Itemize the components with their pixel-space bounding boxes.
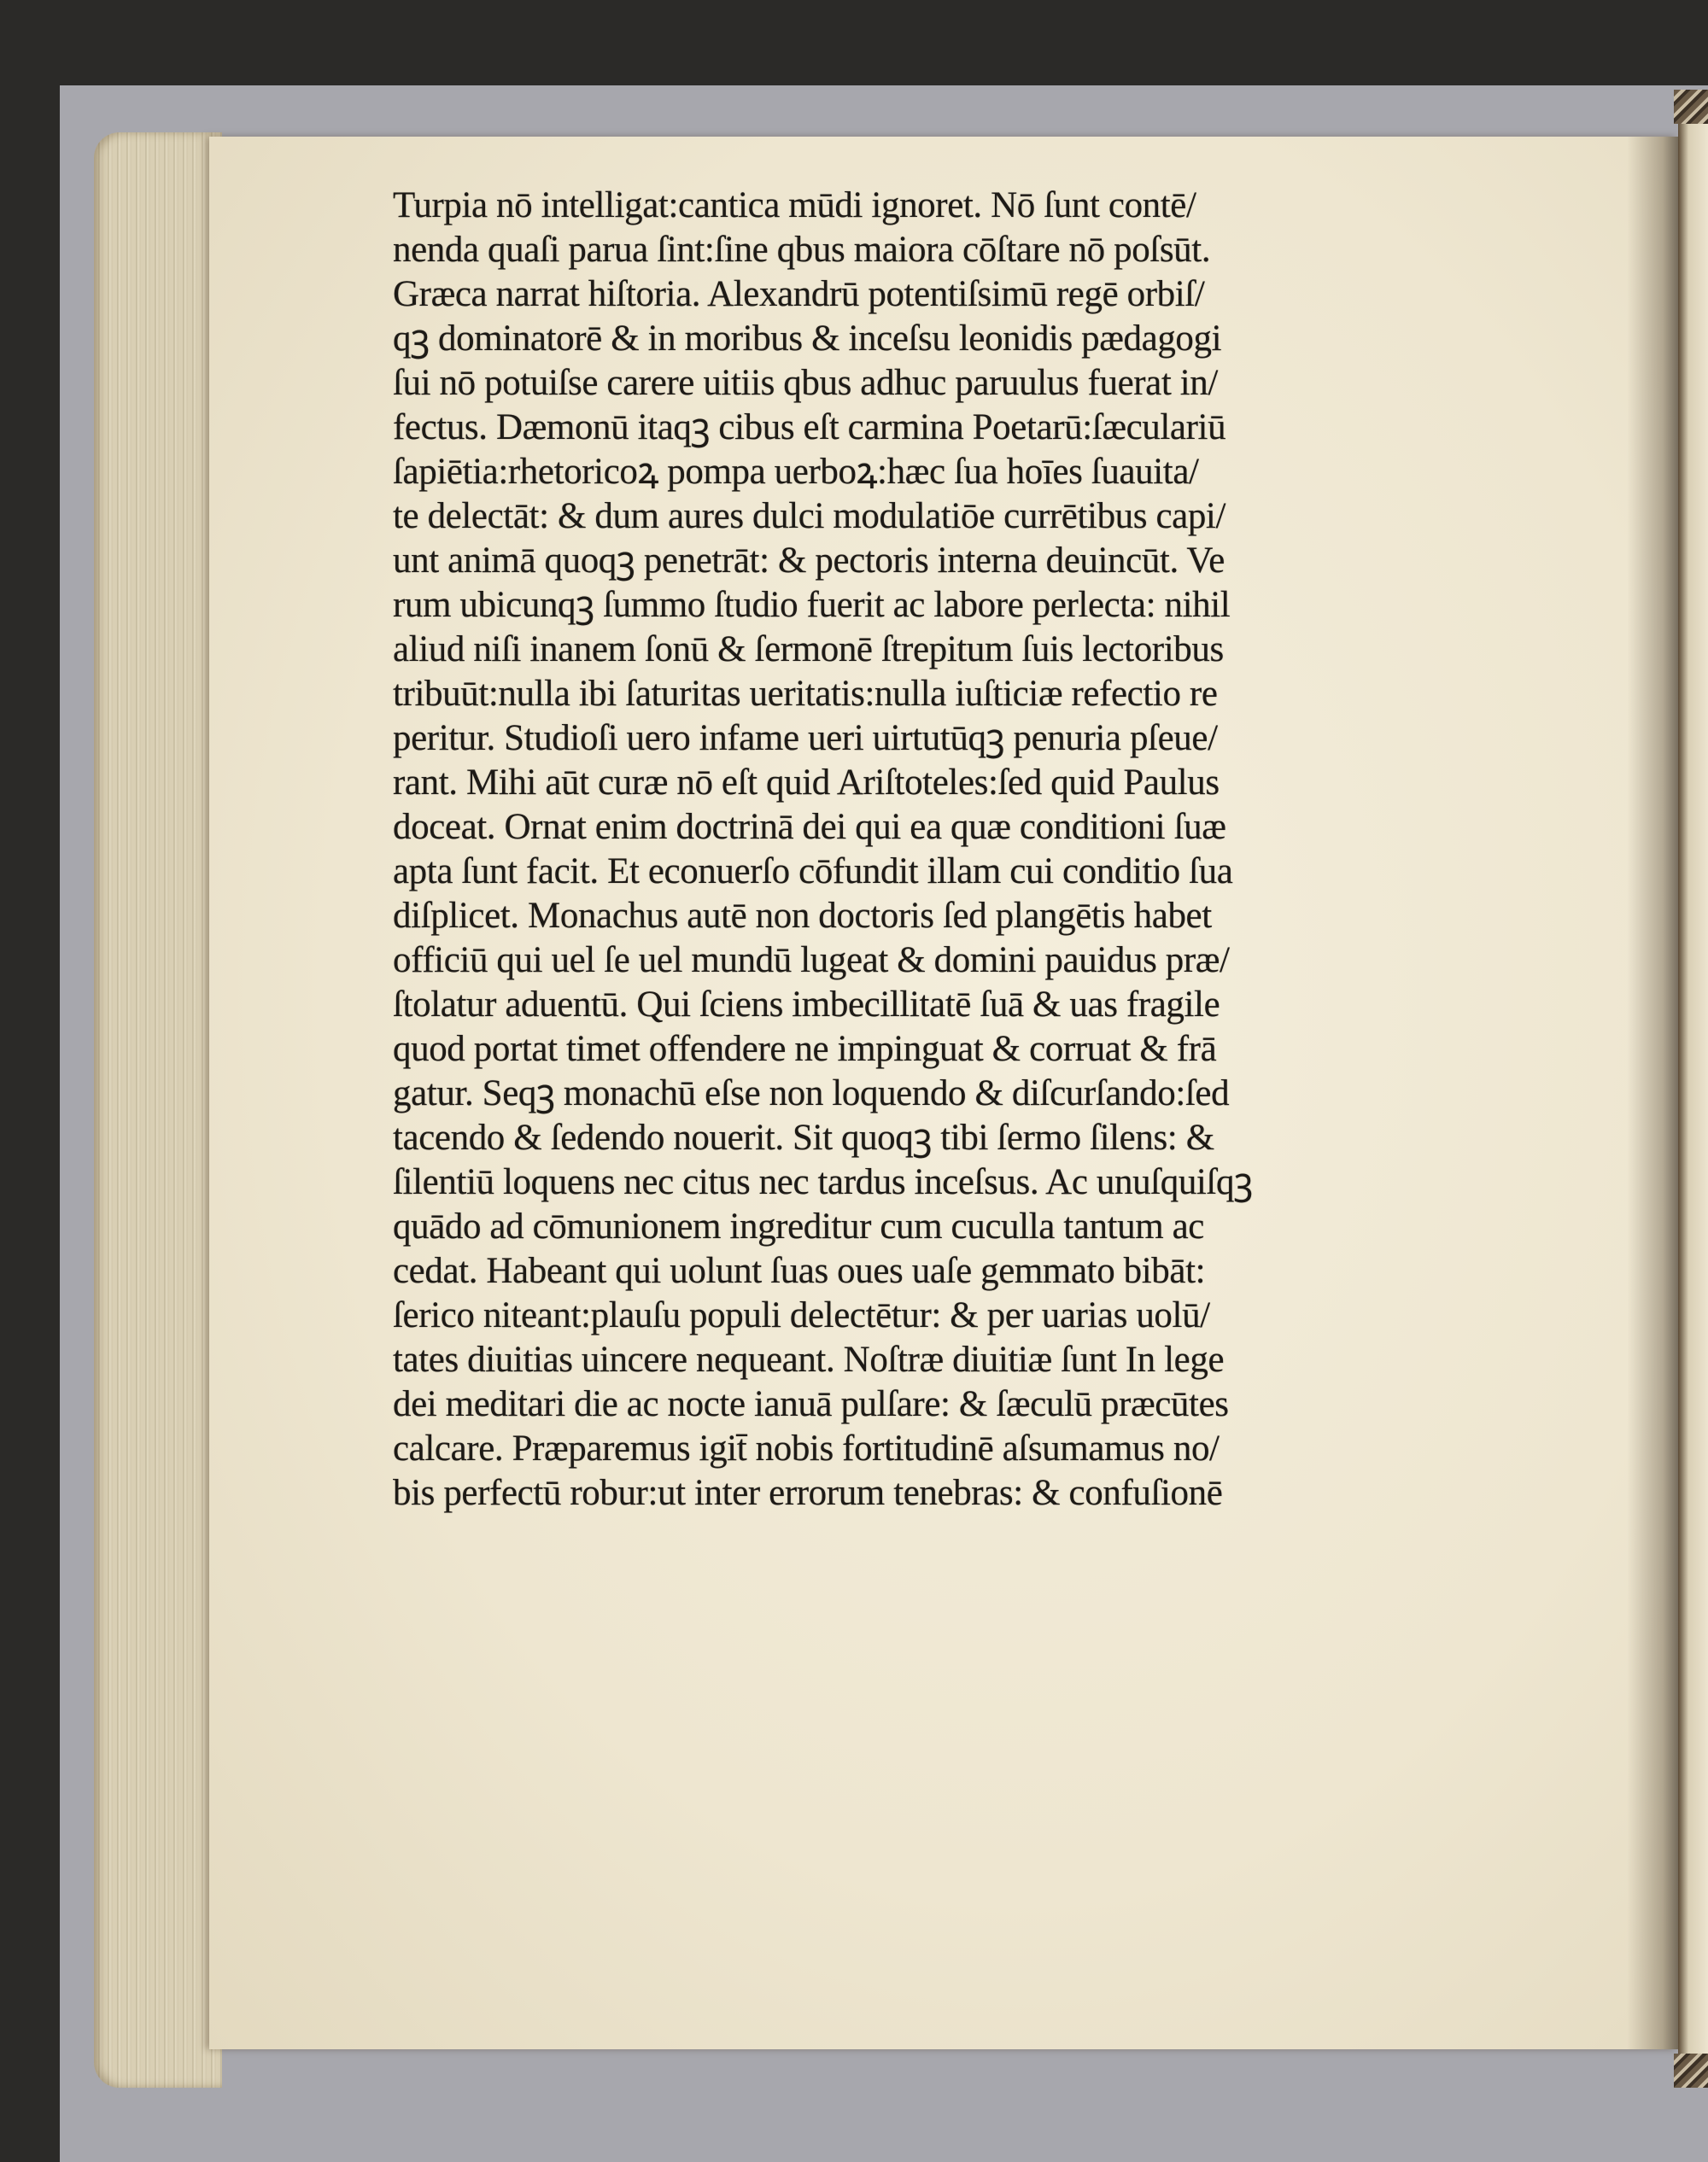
text-line: apta ſunt facit. Et econuerſo cōfundit illam cui conditio ſua	[393, 851, 1233, 891]
text-line: cedat. Habeant qui uolunt ſuas oues uaſe gemmato bibāt:	[393, 1251, 1206, 1291]
text-line: ſilentiū loquens nec citus nec tardus inceſsus. Ac unuſquiſqꝫ	[393, 1162, 1253, 1202]
text-line: gatur. Seqꝫ monachū eſse non loquendo & diſcurſando:ſed	[393, 1073, 1230, 1113]
text-line: rant. Mihi aūt curæ nō eſt quid Ariſtoteles:ſed quid Paulus	[393, 763, 1220, 803]
text-line: doceat. Ornat enim doctrinā dei qui ea quæ conditioni ſuæ	[393, 807, 1226, 847]
text-line: ſerico niteant:plauſu populi delectētur: & per uarias uolū/	[393, 1295, 1210, 1335]
text-line: quod portat timet offendere ne impinguat & corruat & frā	[393, 1029, 1217, 1069]
text-line: Turpia nō intelligat:cantica mūdi ignoret. Nō ſunt contē/	[393, 185, 1196, 225]
text-line: te delectāt: & dum aures dulci modulatiōe currētibus capi/	[393, 496, 1226, 536]
text-line: quādo ad cōmunionem ingreditur cum cuculla tantum ac	[393, 1207, 1204, 1247]
text-line: ſtolatur aduentū. Qui ſciens imbecillitatē ſuā & uas fragile	[393, 985, 1220, 1025]
text-line: peritur. Studioſi uero infame ueri uirtutūqꝫ penuria pſeue/	[393, 718, 1218, 758]
text-line: tribuūt:nulla ibi ſaturitas ueritatis:nulla iuſticiæ refectio re	[393, 674, 1218, 714]
binding-headband-bottom	[1674, 2054, 1708, 2088]
text-line: calcare. Præparemus igit̄ nobis fortitudinē aſsumamus no/	[393, 1429, 1220, 1469]
text-line: fectus. Dæmonū itaqꝫ cibus eſt carmina Poetarū:ſæculariū	[393, 407, 1226, 447]
gutter-shadow	[1627, 137, 1678, 2049]
text-line: qꝫ dominatorē & in moribus & inceſsu leonidis pædagogi	[393, 318, 1222, 359]
text-line: Græca narrat hiſtoria. Alexandrū potentiſsimū regē orbiſ/	[393, 274, 1205, 314]
text-line: ſui nō potuiſse carere uitiis qbus adhuc paruulus fuerat in/	[393, 363, 1218, 403]
text-line: tacendo & ſedendo nouerit. Sit quoqꝫ tibi ſermo ſilens: &	[393, 1118, 1214, 1158]
text-line: diſplicet. Monachus autē non doctoris ſed plangētis habet	[393, 896, 1212, 936]
page-edges	[94, 132, 222, 2088]
binding-headband-top	[1674, 90, 1708, 124]
facing-page-edge	[1678, 124, 1708, 2071]
text-line: dei meditari die ac nocte ianuā pulſare: & ſæculū præcūtes	[393, 1384, 1229, 1424]
text-line: rum ubicunqꝫ ſummo ſtudio fuerit ac labore perlecta: nihil	[393, 585, 1231, 625]
text-line: nenda quaſi parua ſint:ſine qbus maiora cōſtare nō poſsūt.	[393, 230, 1211, 270]
text-line: officiū qui uel ſe uel mundū lugeat & domini pauidus præ/	[393, 940, 1230, 980]
text-line: bis perfectū robur:ut inter errorum tenebras: & confuſionē	[393, 1473, 1223, 1513]
text-line: aliud niſi inanem ſonū & ſermonē ſtrepitum ſuis lectoribus	[393, 629, 1224, 669]
text-line: tates diuitias uincere nequeant. Noſtræ diuitiæ ſunt In lege	[393, 1340, 1225, 1380]
text-line: unt animā quoqꝫ penetrāt: & pectoris interna deuincūt. Ve	[393, 540, 1225, 581]
printed-text-block	[393, 184, 1546, 1891]
text-line: ſapiētia:rhetoricoꝝ pompa uerboꝝ:hæc ſua hoīes ſuauita/	[393, 452, 1199, 492]
